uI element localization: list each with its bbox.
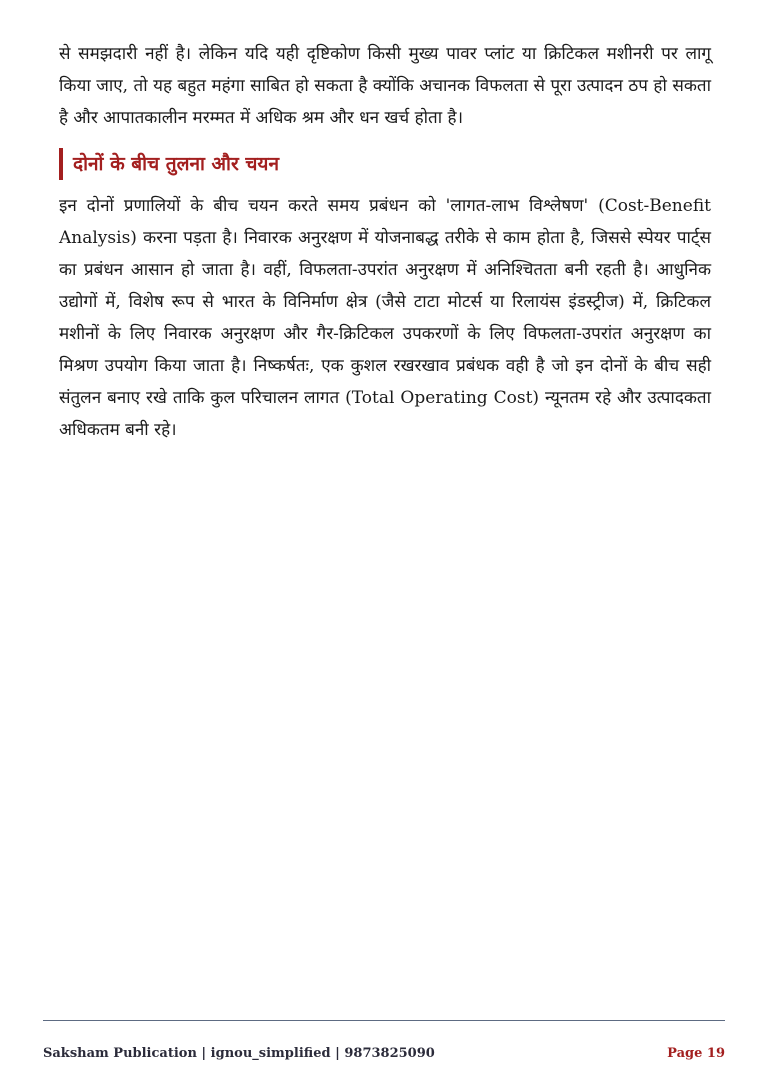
- intro-paragraph: से समझदारी नहीं है। लेकिन यदि यही दृष्टिकोण किसी मुख्य पावर प्लांट या क्रिटिकल मशीनरी पर लागू किया जाए, तो यह बहुत महंगा साबित हो सकता है क्योंकि अचानक विफलता से पूरा उत्पादन ठप हो सकता है और आपातकालीन मरम्मत में अधिक श्रम और धन खर्च होता है।: [59, 44, 711, 128]
- footer-divider: [43, 1020, 725, 1021]
- section-heading: दोनों के बीच तुलना और चयन: [59, 148, 711, 180]
- footer-publisher-info: Saksham Publication | ignou_simplified | 9873825090: [43, 1046, 435, 1061]
- page-body: [59, 38, 711, 446]
- footer-page-number: Page 19: [667, 1046, 725, 1061]
- page-footer: [43, 1046, 725, 1061]
- section-paragraph: इन दोनों प्रणालियों के बीच चयन करते समय प्रबंधन को 'लागत-लाभ विश्लेषण' (Cost-Benefit Analysis) करना पड़ता है। निवारक अनुरक्षण में योजनाबद्ध तरीके से काम होता है, जिससे स्पेयर पार्ट्स का प्रबंधन आसान हो जाता है। वहीं, विफलता-उपरांत अनुरक्षण में अनिश्चितता बनी रहती है। आधुनिक उद्योगों में, विशेष रूप से भारत के विनिर्माण क्षेत्र (जैसे टाटा मोटर्स या रिलायंस इंडस्ट्रीज) में, क्रिटिकल मशीनों के लिए निवारक अनुरक्षण और गैर-क्रिटिकल उपकरणों के लिए विफलता-उपरांत अनुरक्षण का मिश्रण उपयोग किया जाता है। निष्कर्षतः, एक कुशल रखरखाव प्रबंधक वही है जो इन दोनों के बीच सही संतुलन बनाए रखे ताकि कुल परिचालन लागत (Total Operating Cost) न्यूनतम रहे और उत्पादकता अधिकतम बनी रहे।: [59, 196, 711, 440]
